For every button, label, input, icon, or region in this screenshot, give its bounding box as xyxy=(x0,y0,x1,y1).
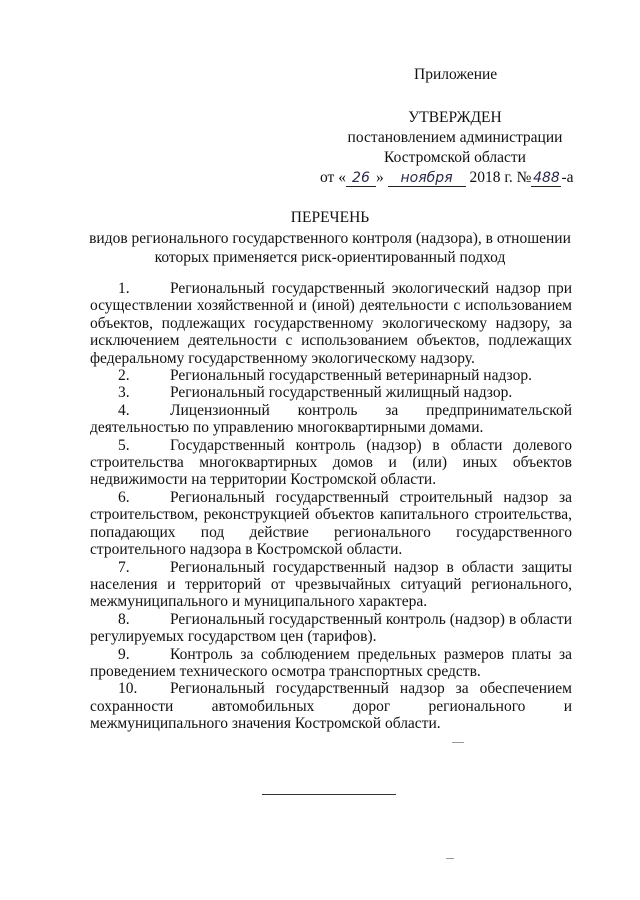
list-item xyxy=(90,280,572,367)
list-item xyxy=(90,437,572,489)
approved-label: УТВЕРЖДЕН xyxy=(408,109,502,126)
list-item-text: Региональный государственный жилищный надзор. xyxy=(170,384,513,402)
decree-date-line xyxy=(300,168,610,188)
list-item-text: Региональный государственный экологический надзор при осуществлении хозяйственной и (иной) деятельности с использованием объектов, подлежащих государственному экологическому надзору, за исключением деятельности с использованием объектов, подлежащих федеральному государственному экологическому надзору. xyxy=(90,280,572,367)
list-item xyxy=(90,367,572,384)
list-item-text: Региональный государственный надзор за обеспечением сохранности автомобильных дорог регионального и межмуниципального значения Костромской области. xyxy=(90,680,572,733)
approval-block xyxy=(300,108,610,188)
list-item-text: Региональный государственный ветеринарный надзор. xyxy=(170,367,532,385)
list-item-number: 9. xyxy=(118,645,130,663)
decree-suffix: -а xyxy=(561,169,574,186)
list-item-number: 3. xyxy=(118,384,130,402)
list-item-text: Лицензионный контроль за предпринимательской деятельностью по управлению многоквартирными домами. xyxy=(90,401,572,437)
date-close-quote: » xyxy=(375,169,384,186)
list-item-text: Региональный государственный контроль (надзор) в области регулируемых государством цен (тарифов). xyxy=(90,610,572,646)
list-item-number: 7. xyxy=(118,558,130,576)
list-item xyxy=(90,646,572,681)
date-prefix: от « xyxy=(320,169,346,186)
list-item xyxy=(90,611,572,646)
control-types-list xyxy=(90,280,572,733)
approved-by: постановлением администрации xyxy=(347,129,563,146)
decree-day: 26 xyxy=(346,170,376,187)
document-heading xyxy=(60,208,600,267)
list-item-text: Региональный государственный строительный надзор за строительством, реконструкцией объектов капитального строительства, попадающих под действие регионального государственного строительного надзора в Костромской области. xyxy=(90,488,572,559)
list-item-number: 4. xyxy=(118,401,130,419)
document-subtitle-line-2: которых применяется риск-ориентированный подход xyxy=(154,249,506,266)
list-item-number: 2. xyxy=(118,367,130,385)
document-title: ПЕРЕЧЕНЬ xyxy=(290,209,370,226)
list-item xyxy=(90,559,572,611)
list-item-text: Контроль за соблюдением предельных размеров платы за проведением технического осмотра транспортных средств. xyxy=(90,645,572,680)
list-item-number: 10. xyxy=(118,680,138,698)
approved-region: Костромской области xyxy=(384,149,526,166)
closing-rule xyxy=(262,794,396,795)
list-item-number: 6. xyxy=(118,488,130,506)
list-item-number: 1. xyxy=(118,280,130,297)
scan-speck xyxy=(446,858,454,859)
scan-speck xyxy=(452,742,464,743)
list-item xyxy=(90,384,572,401)
list-item-number: 8. xyxy=(118,610,130,628)
list-item-number: 5. xyxy=(118,436,130,454)
list-item xyxy=(90,402,572,437)
list-item-text: Государственный контроль (надзор) в области долевого строительства многоквартирных домов и (или) иных объектов недвижимости на территории Костромской области. xyxy=(90,436,572,489)
decree-number: 488 xyxy=(533,170,560,186)
list-item xyxy=(90,680,572,732)
list-item xyxy=(90,489,572,559)
list-item-text: Региональный государственный надзор в области защиты населения и территорий от чрезвычайных ситуаций регионального, межмуниципального и муниципального характера. xyxy=(90,558,572,611)
annex-label: Приложение xyxy=(414,66,498,83)
decree-month: ноября xyxy=(388,170,466,187)
decree-year: 2018 г. № xyxy=(469,169,532,186)
document-subtitle-line-1: видов регионального государственного контроля (надзора), в отношении xyxy=(89,230,571,247)
